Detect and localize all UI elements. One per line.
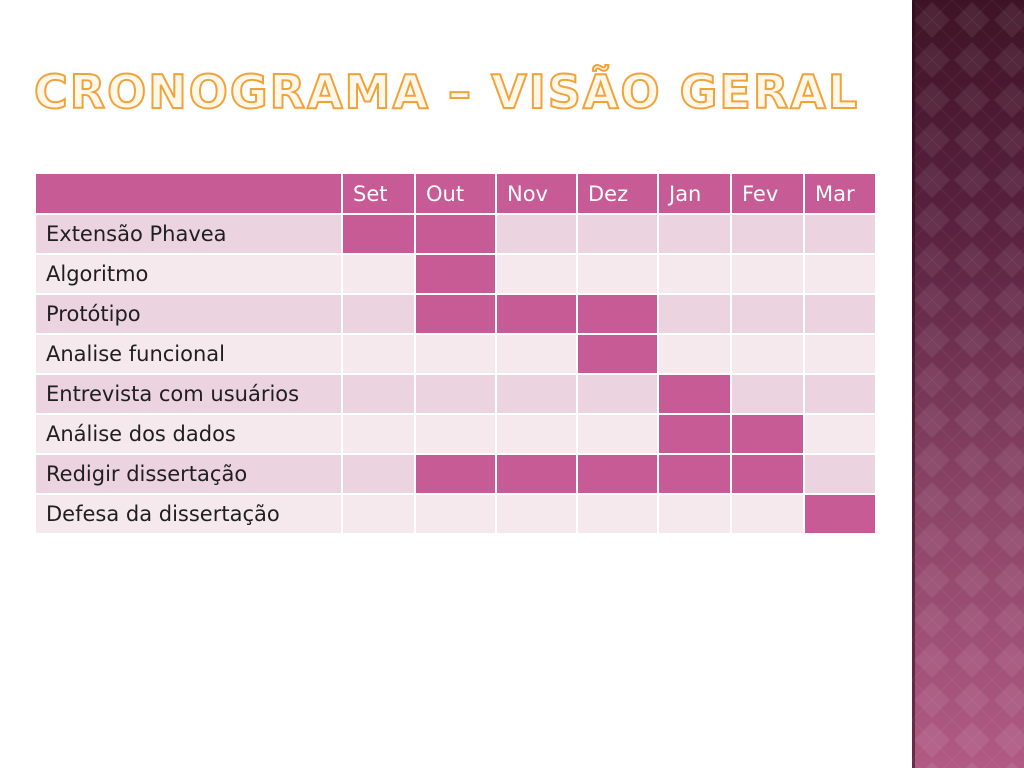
schedule-cell-active [416,215,497,255]
schedule-cell-empty [805,295,877,335]
month-header-dez: Dez [578,174,659,215]
table-row [36,375,877,415]
task-name-cell: Analise funcional [36,335,343,375]
schedule-cell-empty [416,335,497,375]
task-name-cell: Defesa da dissertação [36,495,343,535]
task-name-cell: Extensão Phavea [36,215,343,255]
schedule-cell-empty [659,295,732,335]
schedule-cell-empty [659,495,732,535]
schedule-cell-empty [805,455,877,495]
schedule-cell-empty [497,255,578,295]
schedule-cell-empty [343,415,416,455]
schedule-cell-empty [497,375,578,415]
schedule-cell-active [497,295,578,335]
schedule-cell-empty [659,255,732,295]
schedule-table [36,174,877,535]
schedule-cell-empty [732,375,805,415]
schedule-cell-empty [578,495,659,535]
schedule-cell-empty [805,375,877,415]
table-row [36,255,877,295]
schedule-cell-active [578,335,659,375]
month-header-jan: Jan [659,174,732,215]
schedule-cell-empty [343,495,416,535]
schedule-cell-empty [343,455,416,495]
table-row [36,415,877,455]
schedule-cell-empty [497,495,578,535]
schedule-cell-empty [497,415,578,455]
month-header-nov: Nov [497,174,578,215]
schedule-cell-active [416,295,497,335]
decorative-side-band [912,0,1024,768]
schedule-cell-active [805,495,877,535]
schedule-cell-empty [805,415,877,455]
schedule-cell-empty [659,335,732,375]
schedule-cell-empty [416,415,497,455]
month-header-mar: Mar [805,174,877,215]
schedule-cell-active [732,415,805,455]
table-row [36,495,877,535]
month-header-set: Set [343,174,416,215]
schedule-cell-active [732,455,805,495]
table-row [36,295,877,335]
month-header-fev: Fev [732,174,805,215]
schedule-cell-active [578,455,659,495]
slide-title: CRONOGRAMA – VISÃO GERAL [34,65,860,119]
table-row [36,215,877,255]
schedule-cell-empty [578,375,659,415]
schedule-cell-empty [497,335,578,375]
task-name-cell: Entrevista com usuários [36,375,343,415]
schedule-cell-empty [805,255,877,295]
schedule-cell-active [416,255,497,295]
corner-header-cell [36,174,343,215]
month-header-out: Out [416,174,497,215]
schedule-cell-active [659,455,732,495]
task-name-cell: Protótipo [36,295,343,335]
table-row [36,335,877,375]
schedule-cell-empty [343,255,416,295]
schedule-cell-active [343,215,416,255]
schedule-cell-empty [416,495,497,535]
schedule-cell-empty [578,415,659,455]
schedule-cell-empty [732,255,805,295]
schedule-cell-empty [659,215,732,255]
schedule-cell-active [416,455,497,495]
schedule-cell-active [578,295,659,335]
task-name-cell: Redigir dissertação [36,455,343,495]
schedule-cell-empty [805,215,877,255]
schedule-cell-empty [497,215,578,255]
schedule-cell-empty [732,335,805,375]
diamond-pattern [912,0,1024,768]
schedule-cell-empty [578,215,659,255]
schedule-cell-empty [732,495,805,535]
schedule-cell-empty [343,375,416,415]
task-name-cell: Análise dos dados [36,415,343,455]
schedule-cell-empty [416,375,497,415]
schedule-cell-empty [578,255,659,295]
schedule-cell-empty [343,295,416,335]
schedule-cell-empty [732,215,805,255]
schedule-body [36,215,877,535]
schedule-cell-empty [343,335,416,375]
schedule-cell-active [497,455,578,495]
task-name-cell: Algoritmo [36,255,343,295]
header-row [36,174,877,215]
schedule-cell-active [659,375,732,415]
schedule-cell-active [659,415,732,455]
schedule-cell-empty [805,335,877,375]
table-row [36,455,877,495]
schedule-cell-empty [732,295,805,335]
